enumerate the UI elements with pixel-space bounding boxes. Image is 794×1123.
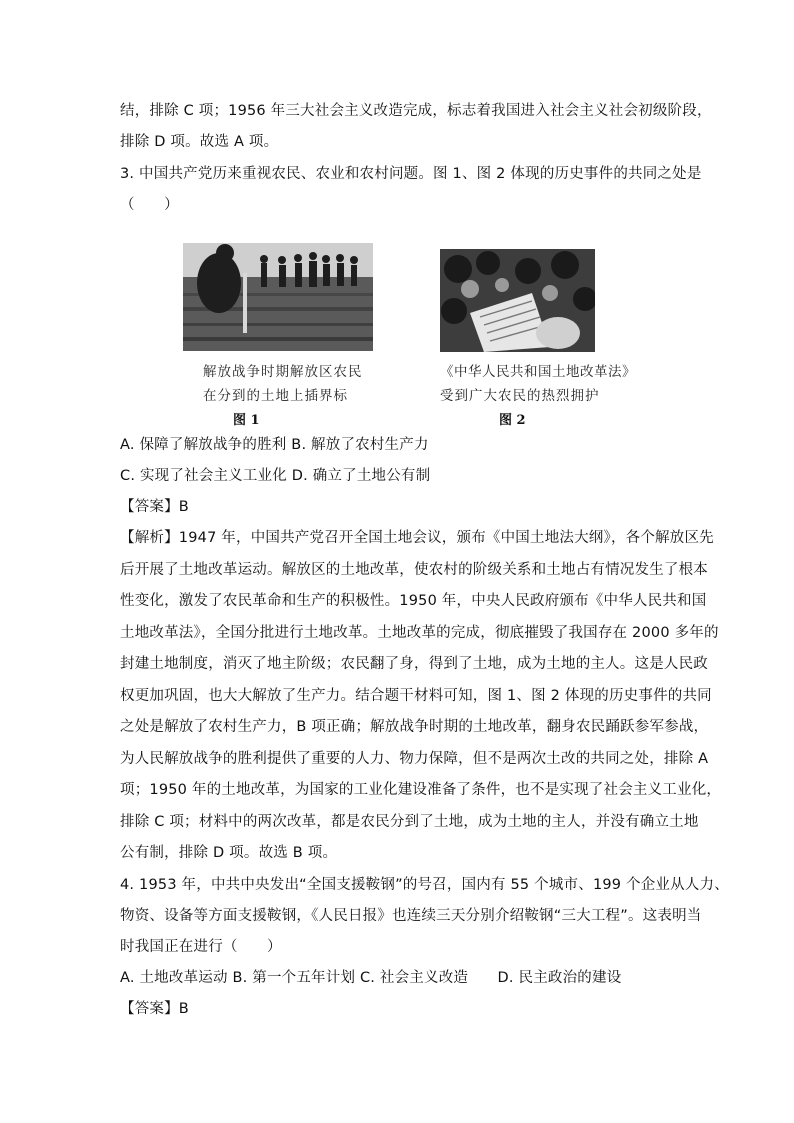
figure-2-photo: [440, 249, 595, 352]
analysis-line: 【解析】1947 年，中国共产党召开全国土地会议，颁布《中国土地法大纲》，各个解放区先: [120, 530, 714, 546]
analysis-line: 性变化，激发了农民革命和生产的积极性。1950 年，中央人民政府颁布《中华人民共和国: [120, 593, 707, 609]
analysis-line: 后开展了土地改革运动。解放区的土地改革，使农村的阶级关系和土地占有情况发生了根本: [120, 562, 708, 578]
figure-2-caption-line2: 受到广大农民的热烈拥护: [440, 388, 600, 404]
crowd-newspaper-image: [440, 249, 595, 352]
analysis-line: 项；1950 年的土地改革，为国家的工业化建设准备了条件，也不是实现了社会主义工业化，: [120, 782, 722, 798]
figure-1-label: 图 1: [233, 413, 260, 428]
figure-2-caption-line1: 《中华人民共和国土地改革法》: [440, 364, 636, 380]
question-3-options-ab: A. 保障了解放战争的胜利 B. 解放了农村生产力: [120, 437, 429, 453]
question-4-stem: 4. 1953 年，中共中央发出“全国支援鞍钢”的号召，国内有 55 个城市、199 个企业从人力、: [120, 877, 729, 893]
question-3-answer: 【答案】B: [120, 499, 189, 515]
analysis-line: 之处是解放了农村生产力，B 项正确；解放战争时期的土地改革，翻身农民踊跃参军参战，: [120, 719, 709, 735]
figure-2-label: 图 2: [499, 413, 526, 428]
analysis-line: 土地改革法》，全国分批进行土地改革。土地改革的完成，彻底摧毁了我国存在 2000 多年的: [120, 625, 719, 641]
question-3-options-cd: C. 实现了社会主义工业化 D. 确立了土地公有制: [120, 468, 431, 484]
question-4-stem: 物资、设备等方面支援鞍钢，《人民日报》也连续三天分别介绍鞍钢“三大工程”。这表明当: [120, 908, 702, 924]
analysis-line: 排除 C 项；材料中的两次改革，都是农民分到了土地，成为土地的主人，并没有确立土地: [120, 814, 699, 830]
question-4-options: A. 土地改革运动 B. 第一个五年计划 C. 社会主义改造 D. 民主政治的建设: [120, 970, 622, 986]
question-3-stem: 3. 中国共产党历来重视农民、农业和农村问题。图 1、图 2 体现的历史事件的共同之处是: [120, 166, 702, 182]
text-line: 结，排除 C 项；1956 年三大社会主义改造完成，标志着我国进入社会主义社会初级阶段，: [120, 103, 712, 119]
figure-1-caption-line2: 在分到的土地上插界标: [203, 388, 348, 404]
analysis-line: 公有制，排除 D 项。故选 B 项。: [120, 845, 338, 861]
question-3-bracket: （ ）: [120, 197, 179, 213]
text-line: 排除 D 项。故选 A 项。: [120, 134, 279, 150]
question-4-stem: 时我国正在进行（ ）: [120, 939, 282, 955]
analysis-line: 权更加巩固，也大大解放了生产力。结合题干材料可知，图 1、图 2 体现的历史事件的共同: [120, 688, 712, 704]
figure-1-caption-line1: 解放战争时期解放区农民: [203, 364, 363, 380]
analysis-line: 为人民解放战争的胜利提供了重要的人力、物力保障，但不是两次土改的共同之处，排除 A: [120, 751, 709, 767]
analysis-line: 封建土地制度，消灭了地主阶级；农民翻了身，得到了土地，成为土地的主人。这是人民政: [120, 656, 708, 672]
question-4-answer: 【答案】B: [120, 1001, 189, 1017]
farmers-field-image: [183, 243, 373, 351]
figure-1-photo: [183, 243, 373, 351]
